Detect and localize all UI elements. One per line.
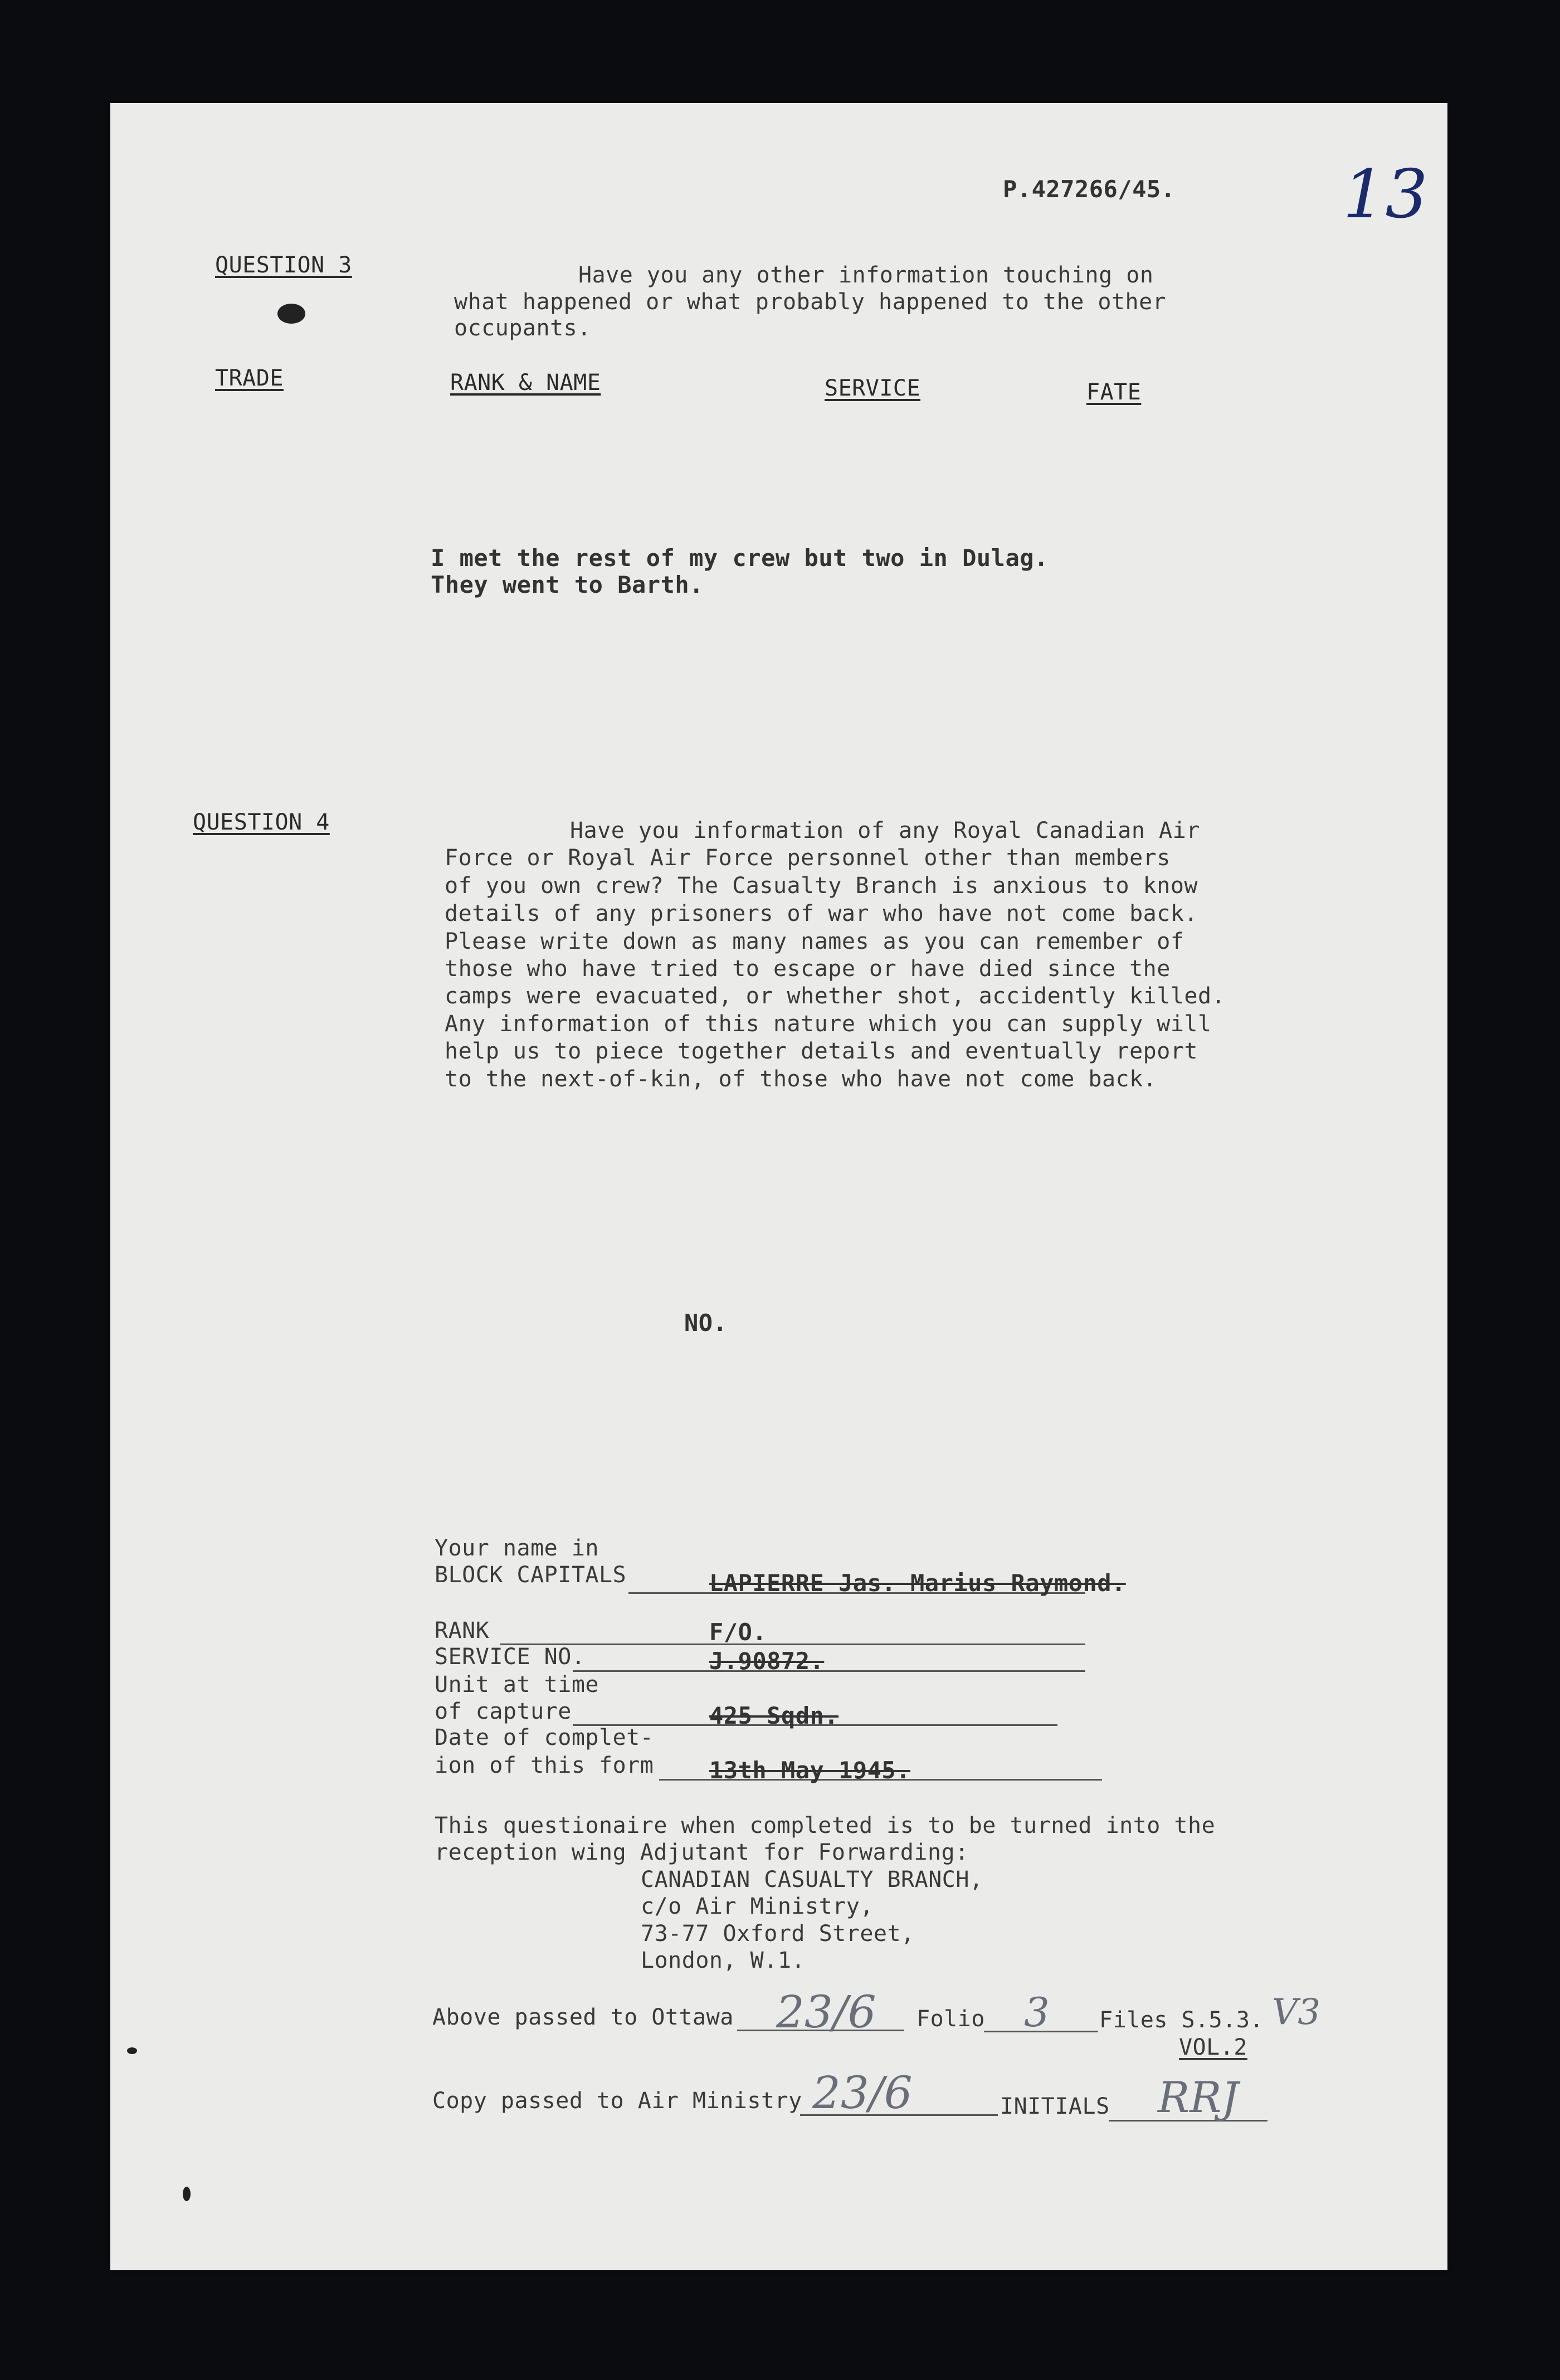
address-line-2: c/o Air Ministry, (641, 1894, 874, 1919)
files-label: Files S.5.3. (1099, 2007, 1264, 2033)
ink-speck (183, 2187, 191, 2201)
reference-number: P.427266/45. (1003, 175, 1176, 203)
service-no-value: J.90872. (709, 1647, 825, 1675)
question-3-answer-line-1: I met the rest of my crew but two in Dulag. (431, 544, 1049, 572)
files-handwritten: V3 (1272, 1992, 1320, 2033)
question-3-line-3: occupants. (454, 315, 591, 341)
rank-underline (500, 1643, 1085, 1645)
air-ministry-label: Copy passed to Air Ministry (432, 2088, 802, 2114)
question-4-line-6: those who have tried to escape or have died since the (445, 956, 1171, 982)
question-4-label: QUESTION 4 (193, 809, 330, 835)
question-4-line-8: Any information of this nature which you can supply will (445, 1011, 1212, 1037)
question-4-line-7: camps were evacuated, or whether shot, accidently killed. (445, 983, 1226, 1009)
folio-handwritten: 3 (1024, 1989, 1050, 2036)
instructions-line-1: This questionaire when completed is to be turned into the (435, 1813, 1216, 1838)
question-3-line-2: what happened or what probably happened to the other (454, 289, 1167, 315)
question-3-answer-line-2: They went to Barth. (431, 571, 704, 598)
question-4-line-1: Have you information of any Royal Canadian Air (570, 818, 1200, 843)
date-value: 13th May 1945. (709, 1757, 911, 1784)
folio-label: Folio (916, 2006, 985, 2032)
address-line-3: 73-77 Oxford Street, (641, 1921, 915, 1947)
question-4-line-5: Please write down as many names as you can remember of (445, 929, 1184, 954)
question-4-line-9: help us to piece together details and eventually report (445, 1038, 1198, 1064)
question-4-answer: NO. (684, 1309, 728, 1337)
vol-label: VOL.2 (1179, 2035, 1247, 2060)
rank-label: RANK (435, 1618, 490, 1643)
service-no-underline (573, 1670, 1085, 1672)
column-trade: TRADE (215, 365, 284, 391)
initials-handwritten: RRJ (1158, 2072, 1239, 2122)
name-value: LAPIERRE Jas. Marius Raymond. (709, 1569, 1126, 1597)
question-4-line-10: to the next-of-kin, of those who have not come back. (445, 1066, 1157, 1092)
unit-label-line-2: of capture (435, 1699, 572, 1724)
name-label-line-1: Your name in (435, 1535, 599, 1561)
column-service: SERVICE (825, 375, 921, 401)
column-fate: FATE (1086, 379, 1142, 405)
question-4-line-2: Force or Royal Air Force personnel other than members (445, 845, 1171, 871)
rank-value: F/O. (709, 1618, 767, 1646)
service-no-label: SERVICE NO. (435, 1644, 586, 1670)
date-label-line-1: Date of complet- (435, 1725, 654, 1750)
air-ministry-date-handwritten: 23/6 (812, 2067, 913, 2119)
question-4-line-4: details of any prisoners of war who have not come back. (445, 901, 1198, 926)
instructions-line-2: reception wing Adjutant for Forwarding: (435, 1840, 969, 1865)
unit-value: 425 Sqdn. (709, 1702, 839, 1729)
folio-number-handwritten: 13 (1343, 156, 1428, 233)
column-rank-name: RANK & NAME (450, 370, 601, 396)
ottawa-label: Above passed to Ottawa (432, 2005, 734, 2030)
question-4-line-3: of you own crew? The Casualty Branch is anxious to know (445, 873, 1198, 899)
punch-hole-mark (277, 304, 305, 324)
name-label-line-2: BLOCK CAPITALS (435, 1562, 627, 1588)
unit-label-line-1: Unit at time (435, 1672, 599, 1698)
ottawa-date-handwritten: 23/6 (776, 1986, 876, 2038)
date-label-line-2: ion of this form (435, 1753, 654, 1778)
question-3-line-1: Have you any other information touching on (578, 262, 1154, 288)
address-line-4: London, W.1. (641, 1948, 805, 1973)
ink-speck (127, 2047, 137, 2054)
document-sheet (110, 103, 1447, 2270)
question-3-label: QUESTION 3 (215, 252, 352, 278)
initials-label: INITIALS (1000, 2094, 1110, 2119)
address-line-1: CANADIAN CASUALTY BRANCH, (641, 1867, 983, 1893)
